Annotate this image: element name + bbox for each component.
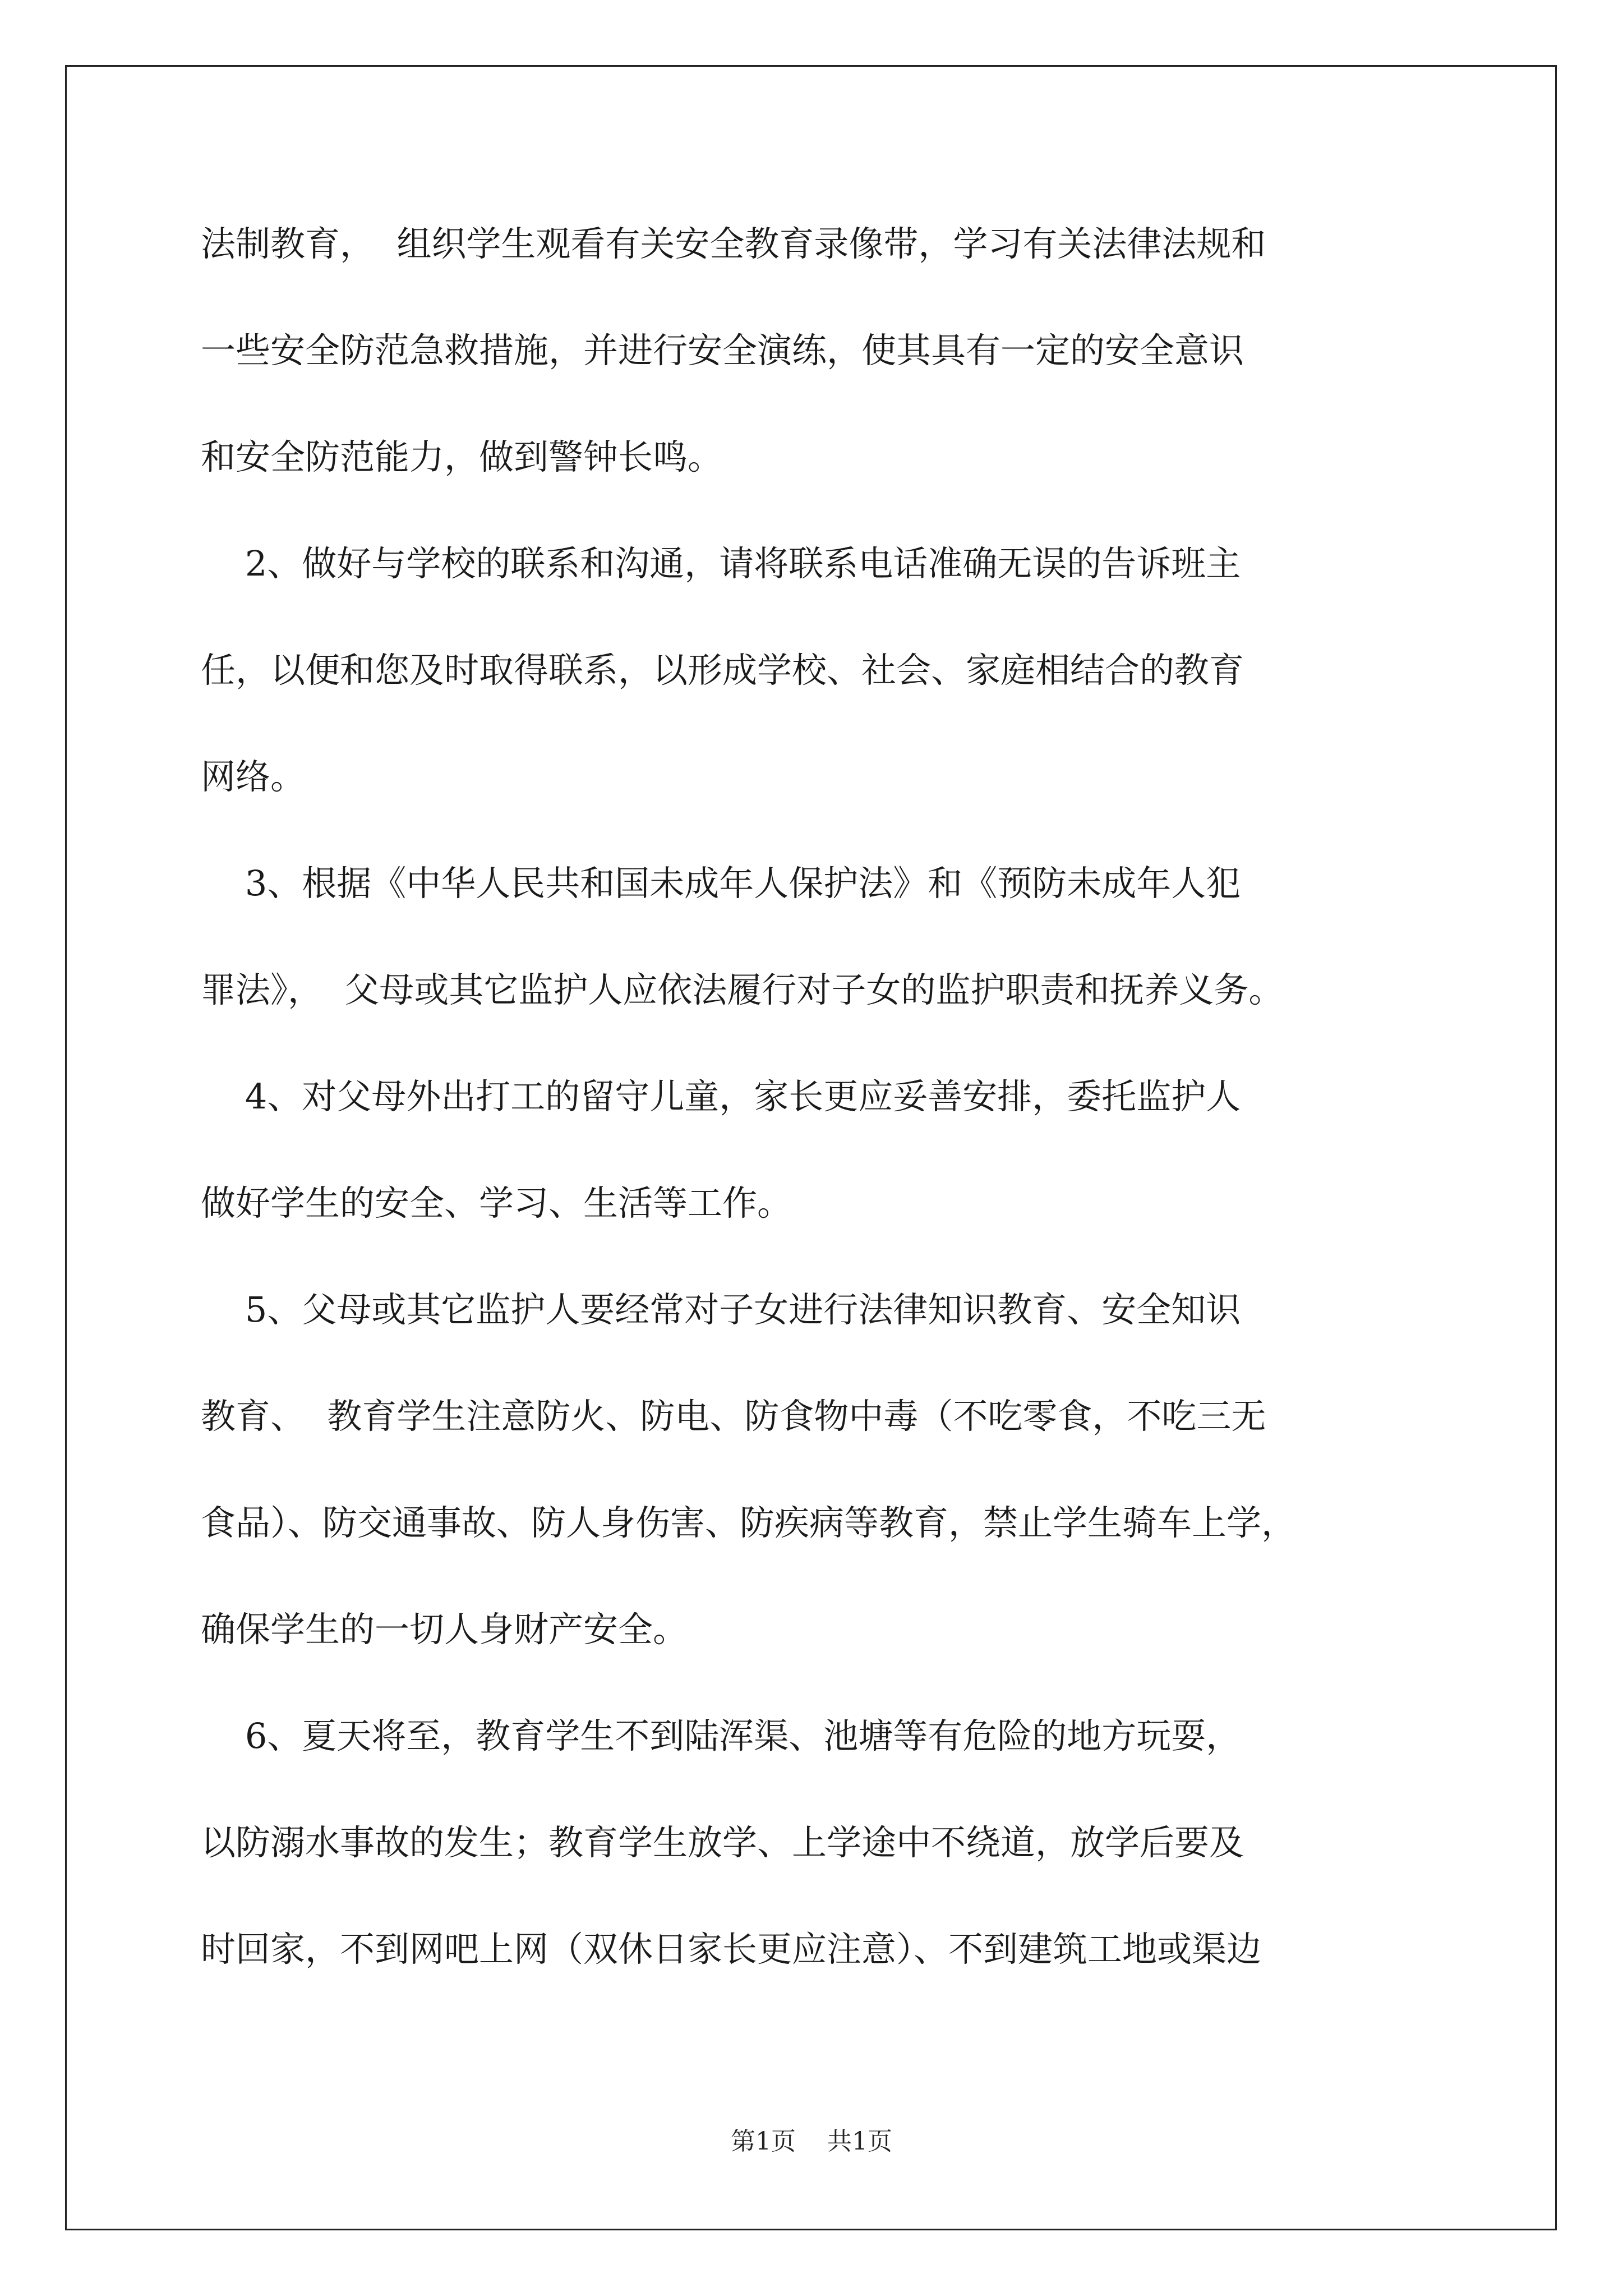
text-line: 6、夏天将至，教育学生不到陆浑渠、池塘等有危险的地方玩耍， — [201, 1715, 1241, 1756]
text-line: 5、父母或其它监护人要经常对子女进行法律知识教育、安全知识 — [201, 1289, 1241, 1330]
text-line: 任，以便和您及时取得联系，以形成学校、社会、家庭相结合的教育 — [201, 650, 1244, 691]
text-line: 法制教育， 组织学生观看有关安全教育录像带，学习有关法律法规和 — [201, 223, 1266, 264]
page-number: 第1页 — [731, 2127, 796, 2156]
text-line: 4、对父母外出打工的留守儿童，家长更应妥善安排，委托监护人 — [201, 1076, 1241, 1117]
text-line: 一些安全防范急救措施，并进行安全演练，使其具有一定的安全意识 — [201, 330, 1244, 371]
text-line: 确保学生的一切人身财产安全。 — [201, 1609, 688, 1650]
text-line: 教育、 教育学生注意防火、防电、防食物中毒（不吃零食，不吃三无 — [201, 1396, 1266, 1437]
text-line: 3、根据《中华人民共和国未成年人保护法》和《预防未成年人犯 — [201, 863, 1241, 904]
text-line: 和安全防范能力，做到警钟长鸣。 — [201, 436, 723, 477]
text-line: 网络。 — [201, 756, 306, 797]
text-line: 2、做好与学校的联系和沟通，请将联系电话准确无误的告诉班主 — [201, 543, 1241, 584]
text-line: 做好学生的安全、学习、生活等工作。 — [201, 1182, 792, 1223]
page-total: 共1页 — [827, 2127, 892, 2156]
text-line: 以防溺水事故的发生；教育学生放学、上学途中不绕道，放学后要及 — [201, 1822, 1244, 1863]
page-footer — [0, 2126, 1623, 2157]
text-line: 时回家，不到网吧上网（双休日家长更应注意）、不到建筑工地或渠边 — [201, 1929, 1262, 1970]
text-line: 罪法》， 父母或其它监护人应依法履行对子女的监护职责和抚养义务。 — [201, 969, 1284, 1010]
text-line: 食品）、防交通事故、防人身伤害、防疾病等教育，禁止学生骑车上学， — [201, 1502, 1297, 1543]
page-border — [65, 65, 1557, 2230]
